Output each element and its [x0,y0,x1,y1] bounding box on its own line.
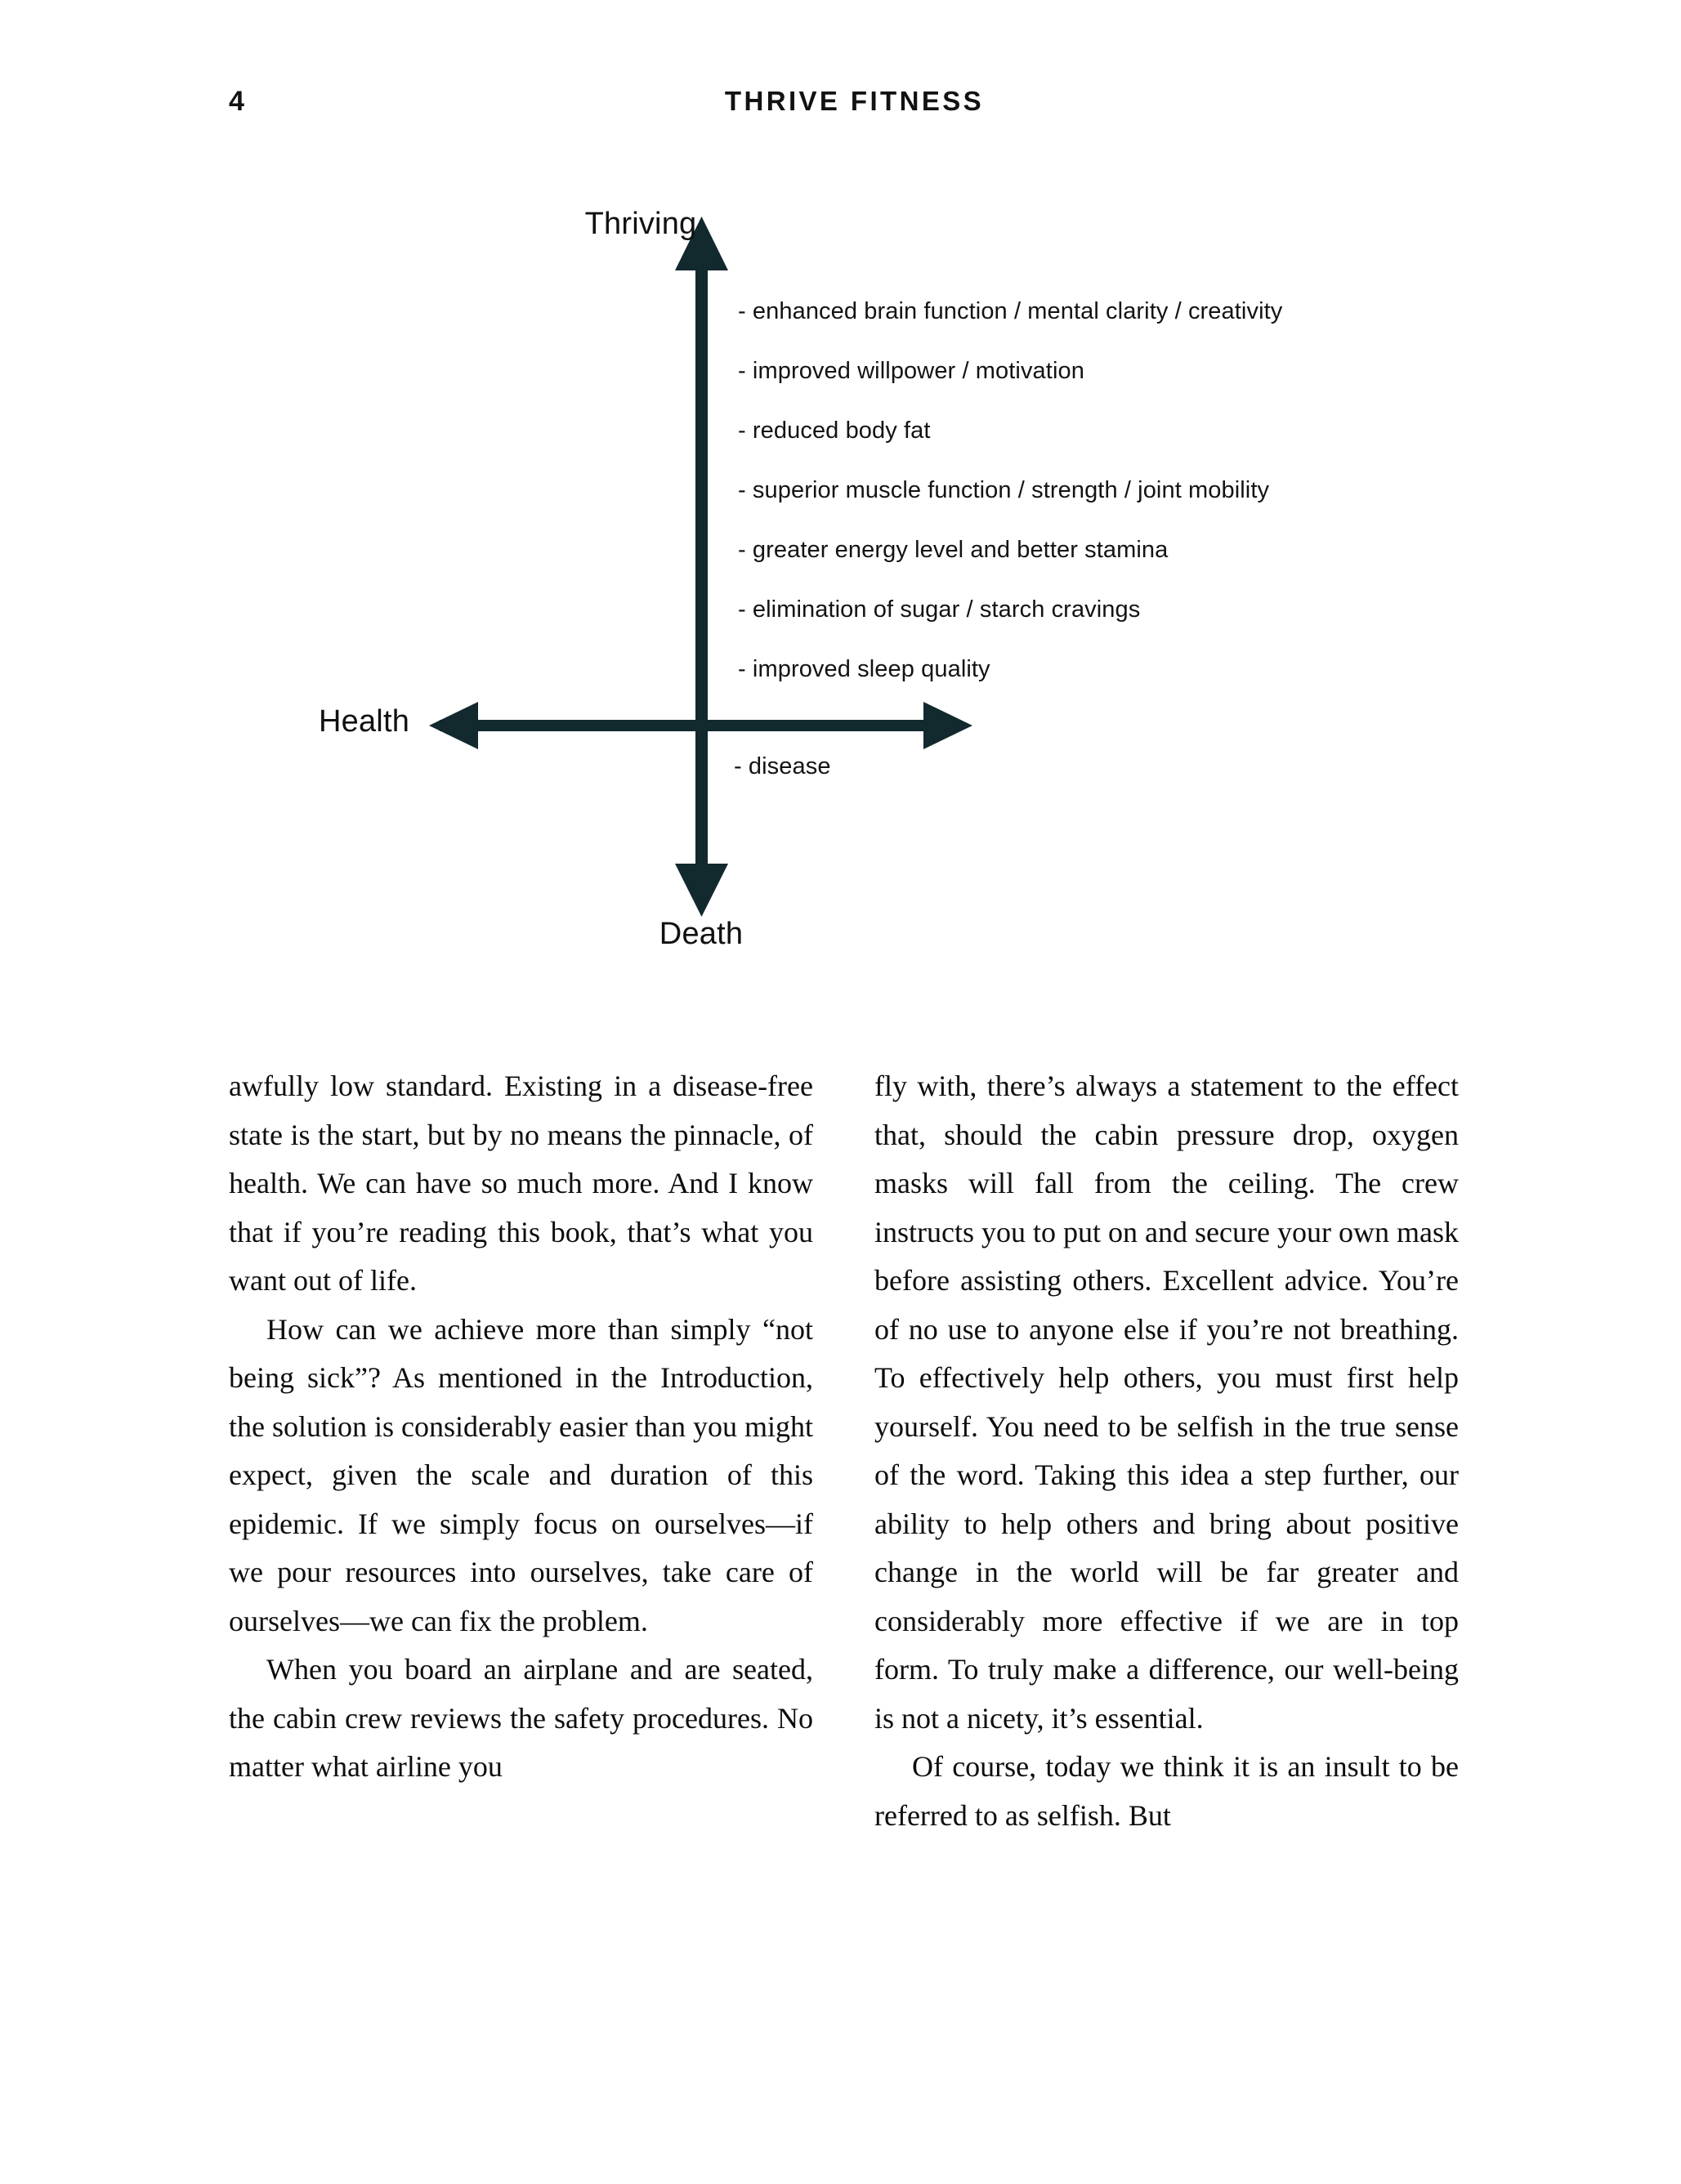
axis-label-death: Death [659,917,744,951]
book-title: THRIVE FITNESS [724,86,985,116]
list-item: - superior muscle function / strength / joint mobility [738,477,1270,503]
list-item: - improved sleep quality [738,656,990,682]
list-item: - enhanced brain function / mental clarity / creativity [738,298,1283,324]
right-column [874,1062,1459,1840]
left-column [229,1062,813,1840]
body-text [229,1062,1459,1840]
benefits-list [738,282,1473,699]
paragraph: awfully low standard. Existing in a disease-free state is the start, but by no means the pinnacle, of health. We can have so much more. And I know that if you’re reading this book, that’s what you want out of life. [229,1070,813,1297]
list-item: - greater energy level and better stamina [738,537,1169,563]
list-item-disease: - disease [734,753,831,779]
list-item: - improved willpower / motivation [738,358,1084,384]
arrow-left-icon [429,702,478,749]
list-item: - reduced body fat [738,418,931,444]
axis-label-thriving: Thriving [584,207,697,241]
list-item: - elimination of sugar / starch cravings [738,596,1141,623]
paragraph: Of course, today we think it is an insult to be referred to as selfish. But [874,1750,1459,1832]
vertical-axis-line [695,245,708,891]
page-number: 4 [229,86,245,117]
arrow-down-icon [675,864,728,917]
arrow-right-icon [923,702,972,749]
horizontal-axis-line [440,720,961,731]
axis-label-health: Health [319,704,410,739]
quadrant-diagram [0,0,1681,1029]
paragraph: When you board an airplane and are seated, the cabin crew reviews the safety procedures. No matter what airline you [229,1653,813,1783]
paragraph: How can we achieve more than simply “not being sick”? As mentioned in the Introduction, the solution is considerably easier than you might expect, given the scale and duration of this epidemic. If we simply focus on ourselves—if we pour resources into ourselves, take care of ourselves—we can fix the problem. [229,1312,813,1637]
paragraph: fly with, there’s always a statement to the effect that, should the cabin pressure drop, oxygen masks will fall from the ceiling. The crew instructs you to put on and secure your own mask before assisting others. Excellent advice. You’re of no use to anyone else if you’re not breathing. To effectively help others, you must first help yourself. You need to be selfish in the true sense of the word. Taking this idea a step further, our ability to help others and bring about positive change in the world will be far greater and considerably more effective if we are in top form. To truly make a difference, our well-being is not a nicety, it’s essential. [874,1070,1459,1735]
